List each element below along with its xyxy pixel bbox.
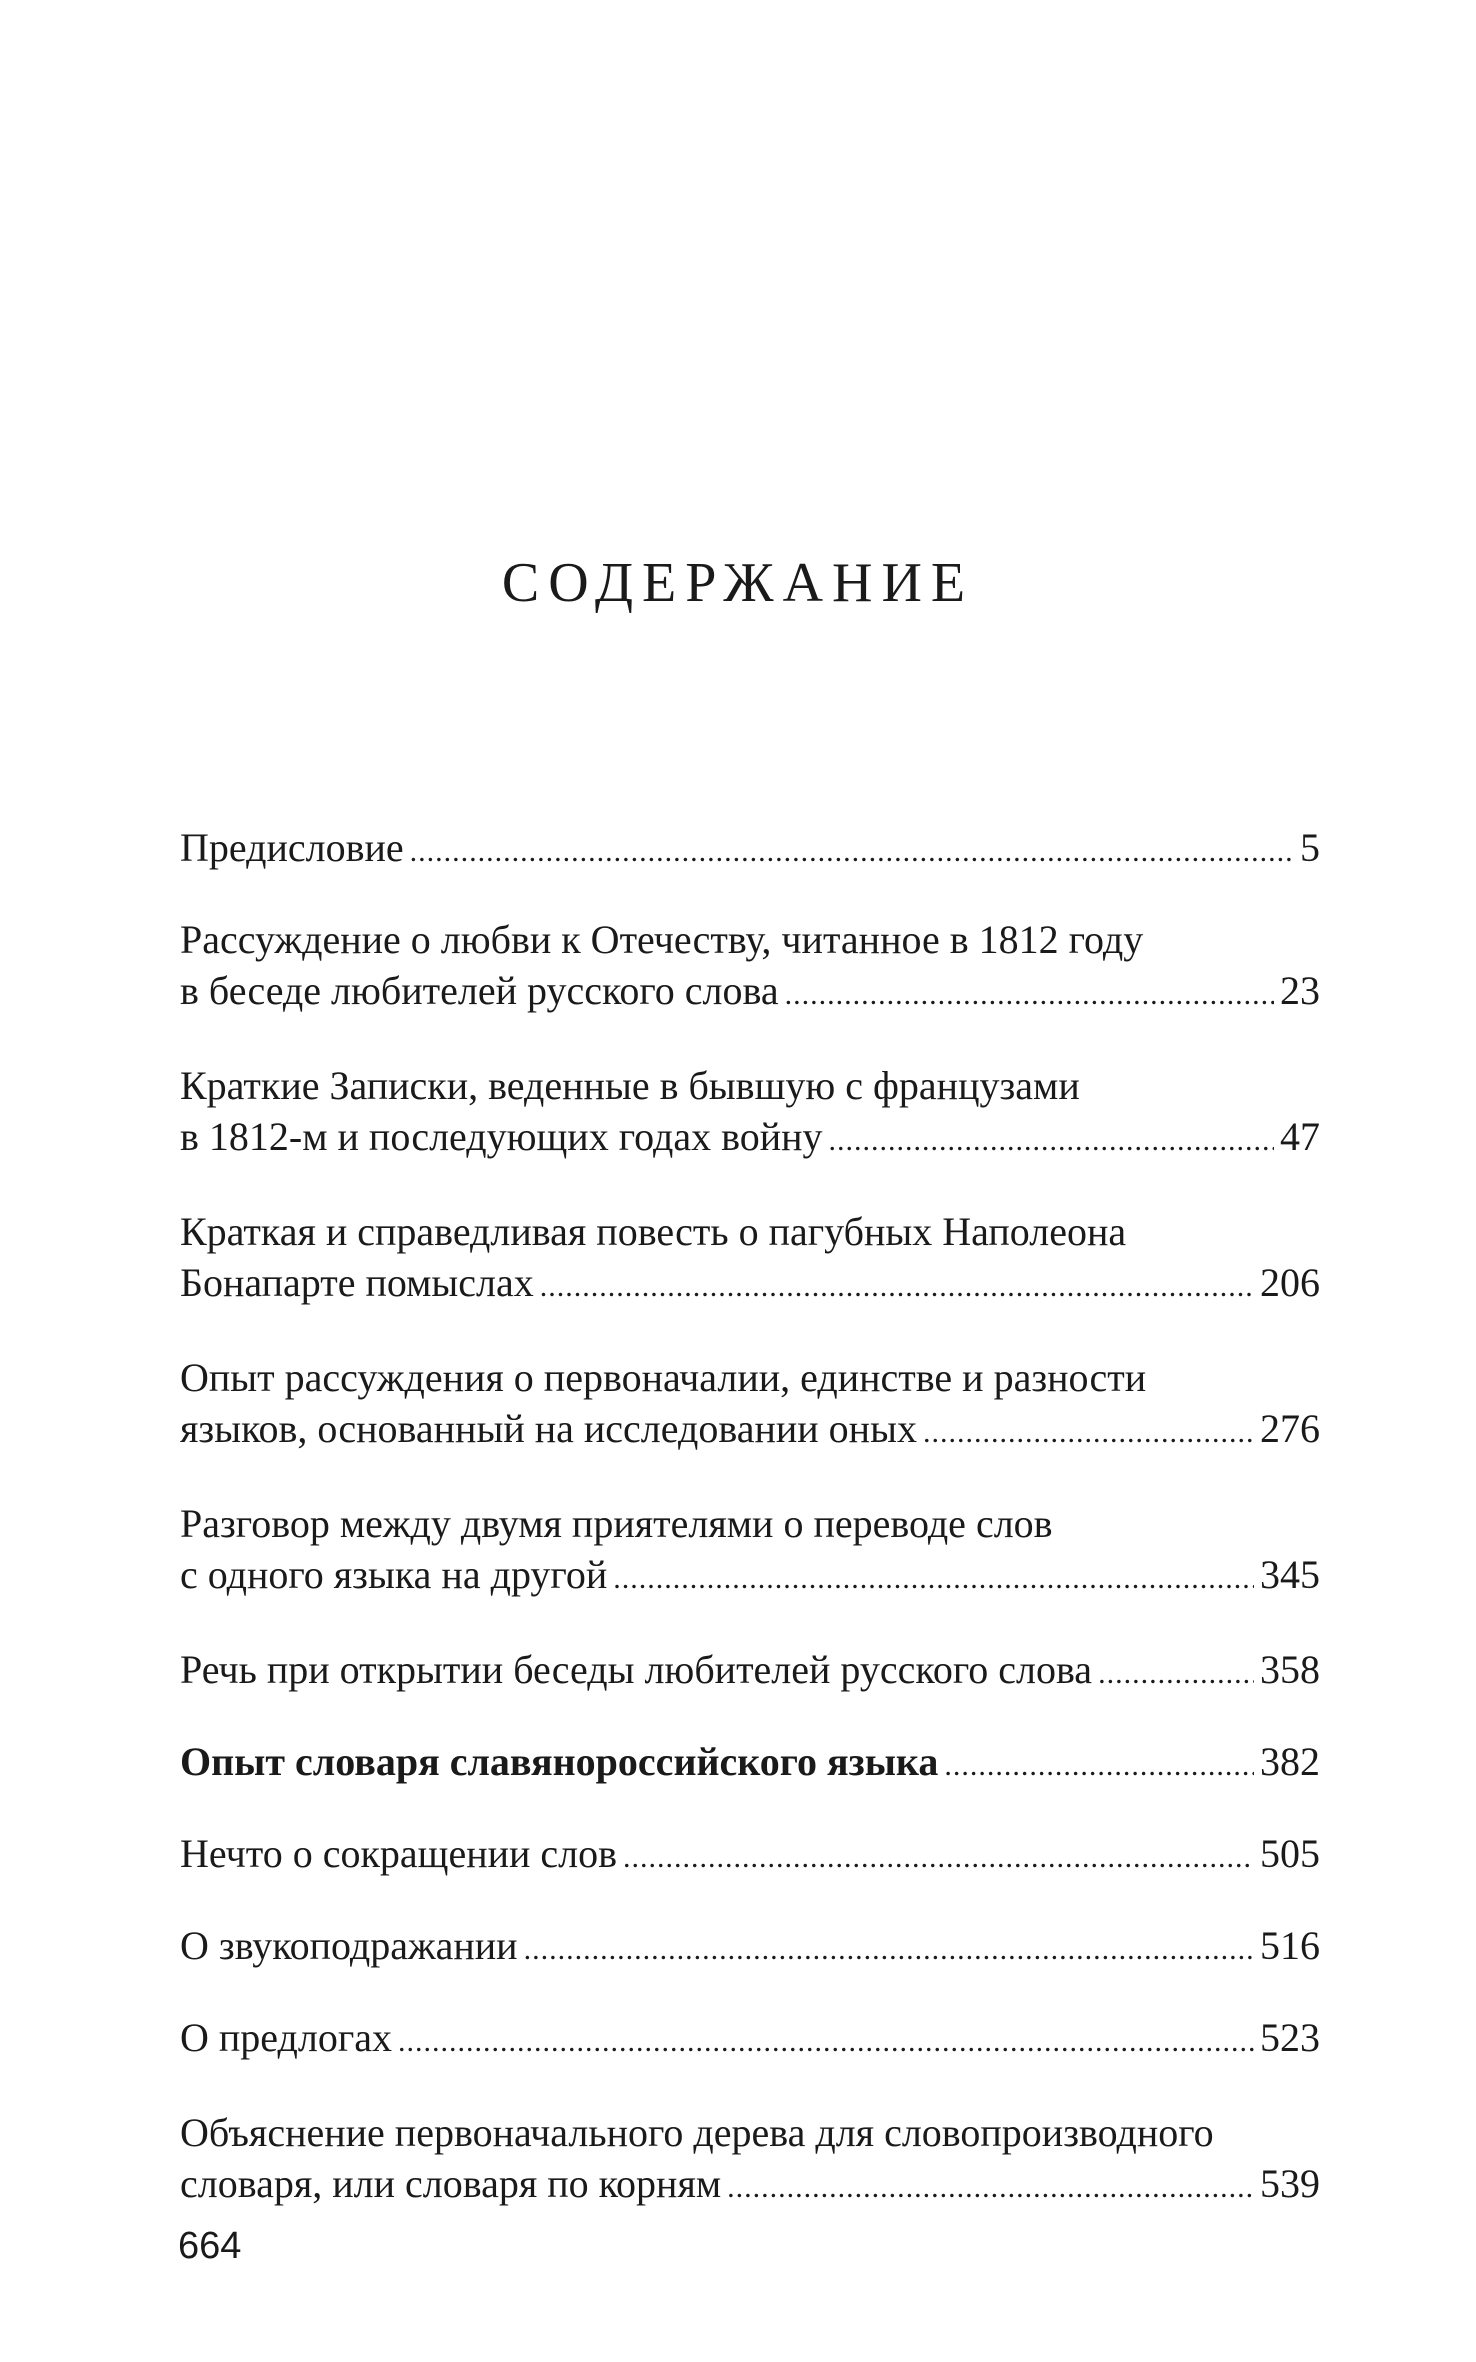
toc-page-number: 206 bbox=[1260, 1260, 1320, 1305]
toc-entry[interactable] bbox=[180, 1920, 1320, 1975]
toc-entry-title: Опыт рассуждения о первоначалии, единстве и разности bbox=[180, 1355, 1147, 1400]
toc-entry-title: Объяснение первоначального дерева для словопроизводного bbox=[180, 2110, 1214, 2155]
toc-page-number: 276 bbox=[1260, 1406, 1320, 1451]
toc-entry-title-continued: языков, основанный на исследовании оных bbox=[180, 1406, 917, 1451]
toc-entry-line bbox=[180, 1644, 1320, 1699]
table-of-contents bbox=[180, 822, 1320, 2213]
page-number: 664 bbox=[178, 2225, 242, 2267]
toc-entry-line bbox=[180, 965, 1320, 1020]
toc-page-number: 523 bbox=[1260, 2015, 1320, 2060]
toc-entry-line bbox=[180, 2012, 1320, 2067]
toc-leader-dots bbox=[923, 1407, 1254, 1458]
toc-leader-dots bbox=[944, 1740, 1254, 1791]
toc-leader-dots bbox=[524, 1924, 1254, 1975]
toc-entry-title-continued: с одного языка на другой bbox=[180, 1552, 608, 1597]
toc-page-number: 516 bbox=[1260, 1923, 1320, 1968]
toc-entry-line bbox=[180, 1736, 1320, 1791]
toc-entry-title: О звукоподражании bbox=[180, 1923, 518, 1968]
toc-page-number: 345 bbox=[1260, 1552, 1320, 1597]
toc-page-number: 47 bbox=[1280, 1114, 1320, 1159]
toc-entry[interactable] bbox=[180, 1352, 1320, 1458]
toc-page-number: 358 bbox=[1260, 1647, 1320, 1692]
toc-entry-line bbox=[180, 1257, 1320, 1312]
toc-entry-title-continued: Бонапарте помыслах bbox=[180, 1260, 534, 1305]
toc-entry[interactable] bbox=[180, 1498, 1320, 1604]
toc-entry-line bbox=[180, 2158, 1320, 2213]
toc-entry-title-continued: в беседе любителей русского слова bbox=[180, 968, 779, 1013]
toc-entry[interactable] bbox=[180, 2107, 1320, 2213]
toc-page-number: 382 bbox=[1260, 1739, 1320, 1784]
toc-entry-title: Речь при открытии беседы любителей русского слова bbox=[180, 1647, 1093, 1692]
toc-page-number: 23 bbox=[1280, 968, 1320, 1013]
toc-entry-title: Нечто о сокращении слов bbox=[180, 1831, 618, 1876]
toc-entry-title-continued: в 1812-м и последующих годах войну bbox=[180, 1114, 823, 1159]
toc-leader-dots bbox=[785, 969, 1274, 1020]
toc-leader-dots bbox=[829, 1115, 1275, 1166]
toc-entry-line bbox=[180, 1828, 1320, 1883]
toc-page-number: 5 bbox=[1300, 825, 1320, 870]
toc-entry-line bbox=[180, 822, 1320, 877]
toc-entry-line bbox=[180, 1920, 1320, 1975]
toc-leader-dots bbox=[727, 2162, 1254, 2213]
toc-entry-title: Рассуждение о любви к Отечеству, читанное в 1812 году bbox=[180, 917, 1144, 962]
toc-leader-dots bbox=[623, 1832, 1254, 1883]
toc-entry-title: Предисловие bbox=[180, 825, 404, 870]
page-title: СОДЕРЖАНИЕ bbox=[501, 552, 975, 614]
toc-entry-title: Краткая и справедливая повесть о пагубных Наполеона bbox=[180, 1209, 1127, 1254]
toc-entry[interactable] bbox=[180, 1206, 1320, 1312]
toc-entry-line bbox=[180, 1403, 1320, 1458]
toc-entry[interactable] bbox=[180, 1060, 1320, 1166]
toc-leader-dots bbox=[613, 1553, 1254, 1604]
toc-entry-line bbox=[180, 1111, 1320, 1166]
toc-entry-title: Опыт словаря славянороссийского языка bbox=[180, 1739, 939, 1784]
toc-entry[interactable] bbox=[180, 2012, 1320, 2067]
toc-leader-dots bbox=[398, 2016, 1254, 2067]
toc-entry-title: Краткие Записки, веденные в бывшую с французами bbox=[180, 1063, 1080, 1108]
toc-page-number: 505 bbox=[1260, 1831, 1320, 1876]
toc-entry-title: Разговор между двумя приятелями о переводе слов bbox=[180, 1501, 1053, 1546]
toc-entry[interactable] bbox=[180, 914, 1320, 1020]
toc-entry[interactable] bbox=[180, 1828, 1320, 1883]
toc-entry-title-continued: словаря, или словаря по корням bbox=[180, 2161, 722, 2206]
toc-entry[interactable] bbox=[180, 1644, 1320, 1699]
toc-leader-dots bbox=[1098, 1648, 1254, 1699]
toc-page-number: 539 bbox=[1260, 2161, 1320, 2206]
toc-entry[interactable] bbox=[180, 822, 1320, 877]
toc-entry-line bbox=[180, 1549, 1320, 1604]
toc-entry[interactable] bbox=[180, 1736, 1320, 1791]
toc-entry-title: О предлогах bbox=[180, 2015, 392, 2060]
toc-leader-dots bbox=[410, 826, 1294, 877]
toc-leader-dots bbox=[540, 1261, 1254, 1312]
